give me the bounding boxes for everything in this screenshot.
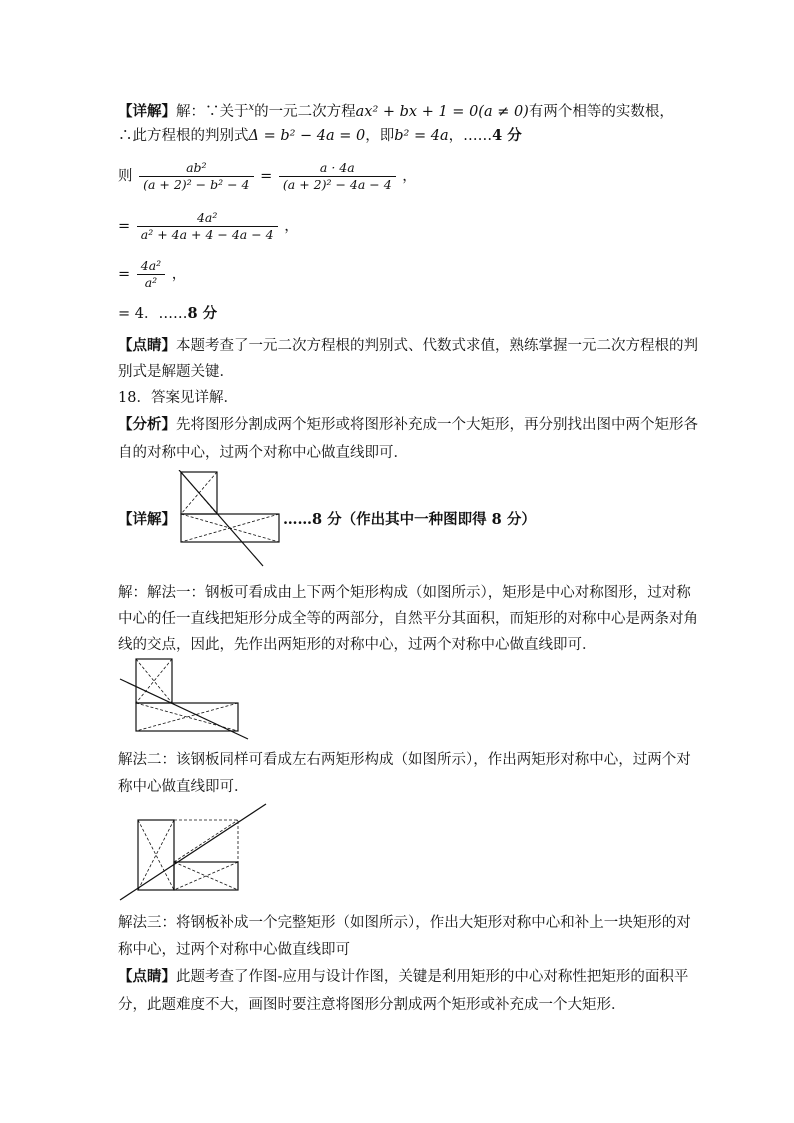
method-2-line-2: 称中心做直线即可．: [118, 779, 249, 795]
final-comment-line-2: 分，此题难度不大，画图时要注意将图形分割成两个矩形或补充成一个大矩形．: [118, 997, 626, 1013]
fig3-bisector-line: [120, 804, 266, 900]
discriminant-line: ∴此方程根的判别式Δ = b² − 4a = 0，即b² = 4a，……4 分: [118, 127, 522, 144]
comment-tag: 【点睛】: [118, 337, 176, 354]
final-comment-line-1: 【点睛】此题考查了作图-应用与设计作图，关键是利用矩形的中心对称性把矩形的面积平: [118, 968, 689, 985]
fig1-bisector-line: [179, 470, 263, 566]
quadratic-equation: ax² + bx + 1 = 0(a ≠ 0): [355, 103, 529, 120]
result-line: = 4．……8 分: [118, 305, 218, 322]
method-1-line-2: 中心的任一直线把矩形分成全等的两部分，自然平分其面积，而矩形的对称中心是两条对角: [118, 611, 698, 627]
figure-3-diagram: [118, 802, 268, 902]
method-3-line-2: 称中心，过两个对称中心做直线即可: [118, 942, 350, 958]
analysis-tag: 【分析】: [118, 416, 176, 433]
score-4: 4 分: [492, 127, 522, 144]
comment-line-1: 【点睛】本题考查了一元二次方程根的判别式、代数式求值，熟练掌握一元二次方程根的判: [118, 337, 698, 354]
fraction-line-2: = $\frac{\text{4a²}}{\text{a² + 4a + 4 − 4a − 4}}$ ，: [118, 210, 299, 242]
method-2-line-1: 解法二：该钢板同样可看成左右两矩形构成（如图所示），作出两矩形对称中心，过两个对: [118, 752, 691, 768]
method-3-line-1: 解法三：将钢板补成一个完整矩形（如图所示），作出大矩形对称中心和补上一块矩形的对: [118, 915, 691, 931]
figure-score-note: ……8 分（作出其中一种图即得 8 分）: [283, 511, 536, 528]
detail-tag: 【详解】: [118, 102, 176, 120]
method-1-line-3: 线的交点，因此，先作出两矩形的对称中心，过两个对称中心做直线即可．: [118, 637, 597, 653]
analysis-line-1: 【分析】先将图形分割成两个矩形或将图形补充成一个大矩形，再分别找出图中两个矩形各: [118, 416, 698, 433]
comment-line-2: 别式是解题关键．: [118, 364, 234, 380]
figure-1-diagram: [175, 470, 285, 570]
analysis-line-2: 自的对称中心，过两个对称中心做直线即可．: [118, 445, 408, 461]
fraction: $\frac{a \cdot 4a}{\text{(a + 2)² − 4a − 4}}$: [279, 160, 396, 193]
fraction-line-3: = $\frac{\text{4a²}}{\text{a²}}$ ，: [118, 258, 187, 290]
detail-tag-2: 【详解】: [118, 511, 176, 528]
comment-tag-2: 【点睛】: [118, 968, 176, 985]
method-1-line-1: 解：解法一：钢板可看成由上下两个矩形构成（如图所示），矩形是中心对称图形，过对称: [118, 585, 691, 601]
solution-line-1: 【详解】解：∵关于$^x$的一元二次方程ax² + bx + 1 = 0(a ≠ 0)有两个相等的实数根，: [118, 102, 674, 120]
fraction-line-1: 则 $\frac{\text{ab²}}{\text{(a + 2)² − b² − 4}}$ = $\frac{a \cdot 4a}{\text{(a + 2)² − 4a − 4}}$ ，: [118, 160, 417, 192]
fraction: $\frac{\text{4a²}}{\text{a²}}$: [137, 258, 165, 291]
figure-2-diagram: [118, 657, 253, 742]
detail-figure-label: [118, 510, 176, 530]
question-18-answer: 18．答案见详解．: [118, 390, 238, 406]
fraction: $\frac{\text{ab²}}{\text{(a + 2)² − b² − 4}}$: [139, 160, 253, 193]
fig2-top-rect: [136, 659, 172, 703]
fraction: $\frac{\text{4a²}}{\text{a² + 4a + 4 − 4a − 4}}$: [137, 210, 278, 243]
score-8: 8 分: [187, 305, 218, 322]
